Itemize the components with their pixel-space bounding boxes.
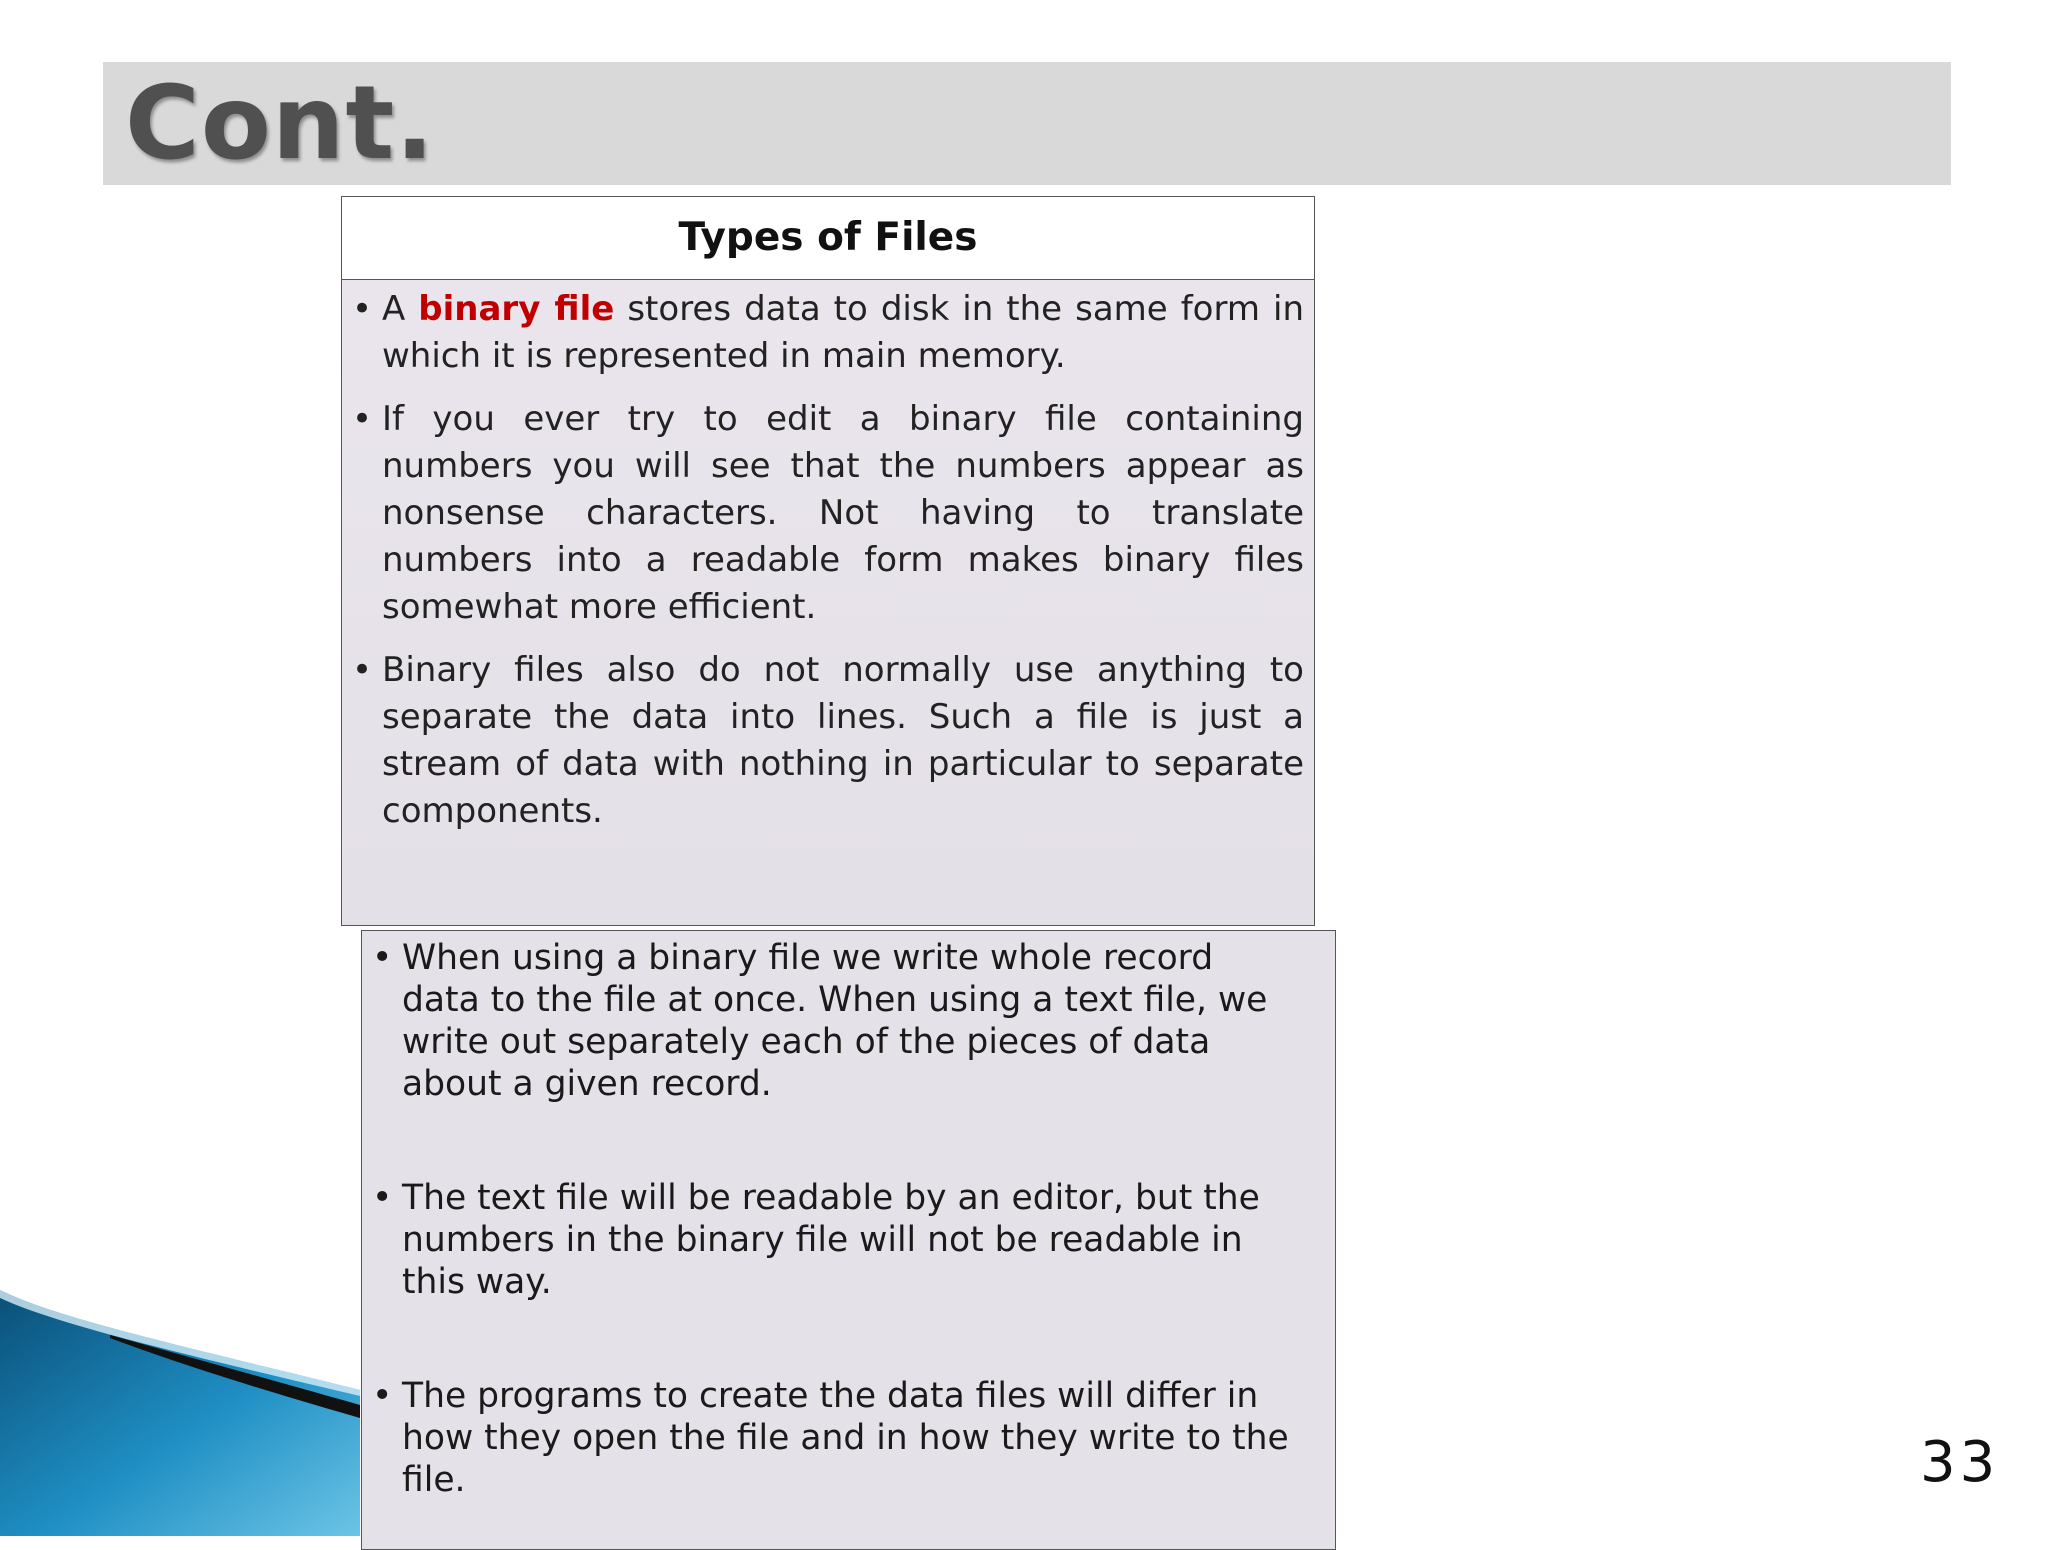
slide-title: Cont. [125,64,436,183]
item-text: When using a binary file we write whole record data to the file at once. When using a text file, we write out separately each of the pieces of data about a given record. [402,938,1268,1104]
item-text: The text file will be readable by an editor, but the numbers in the binary file will not be readable in this way. [402,1178,1260,1302]
bullet-icon: • [372,1178,393,1218]
bullet-icon: • [372,938,393,978]
list-item [352,647,1304,835]
bullet-icon: • [372,1376,393,1416]
title-bar [103,62,1951,185]
highlight-term: binary file [418,289,615,329]
types-of-files-box [341,196,1315,926]
item-text: Binary files also do not normally use anything to separate the data into lines. Such a file is just a stream of data with nothing in particular to separate components. [382,650,1304,831]
list-item [372,1375,1325,1501]
list-item [372,1177,1325,1303]
item-text: If you ever try to edit a binary file containing numbers you will see that the numbers appear as nonsense characters. Not having to translate numbers into a readable form makes binary files somewhat more efficient. [382,399,1304,627]
item-prefix: A [382,289,419,329]
box-header: Types of Files [342,197,1314,280]
list-item [352,396,1304,631]
decorative-swoosh [0,1290,360,1536]
list-item [352,286,1304,380]
comparison-box [361,930,1336,1550]
item-rest: stores data to disk in the same form in which it is represented in main memory. [382,289,1304,376]
page-number: 33 [1920,1430,2000,1495]
item-text: The programs to create the data files will differ in how they open the file and in how they write to the file. [402,1376,1289,1500]
bullet-icon: • [352,399,373,439]
list-item [372,937,1325,1105]
bullet-icon: • [352,289,373,329]
bullet-icon: • [352,650,373,690]
box2-bullet-list [362,931,1335,1501]
box1-bullet-list [342,280,1314,835]
